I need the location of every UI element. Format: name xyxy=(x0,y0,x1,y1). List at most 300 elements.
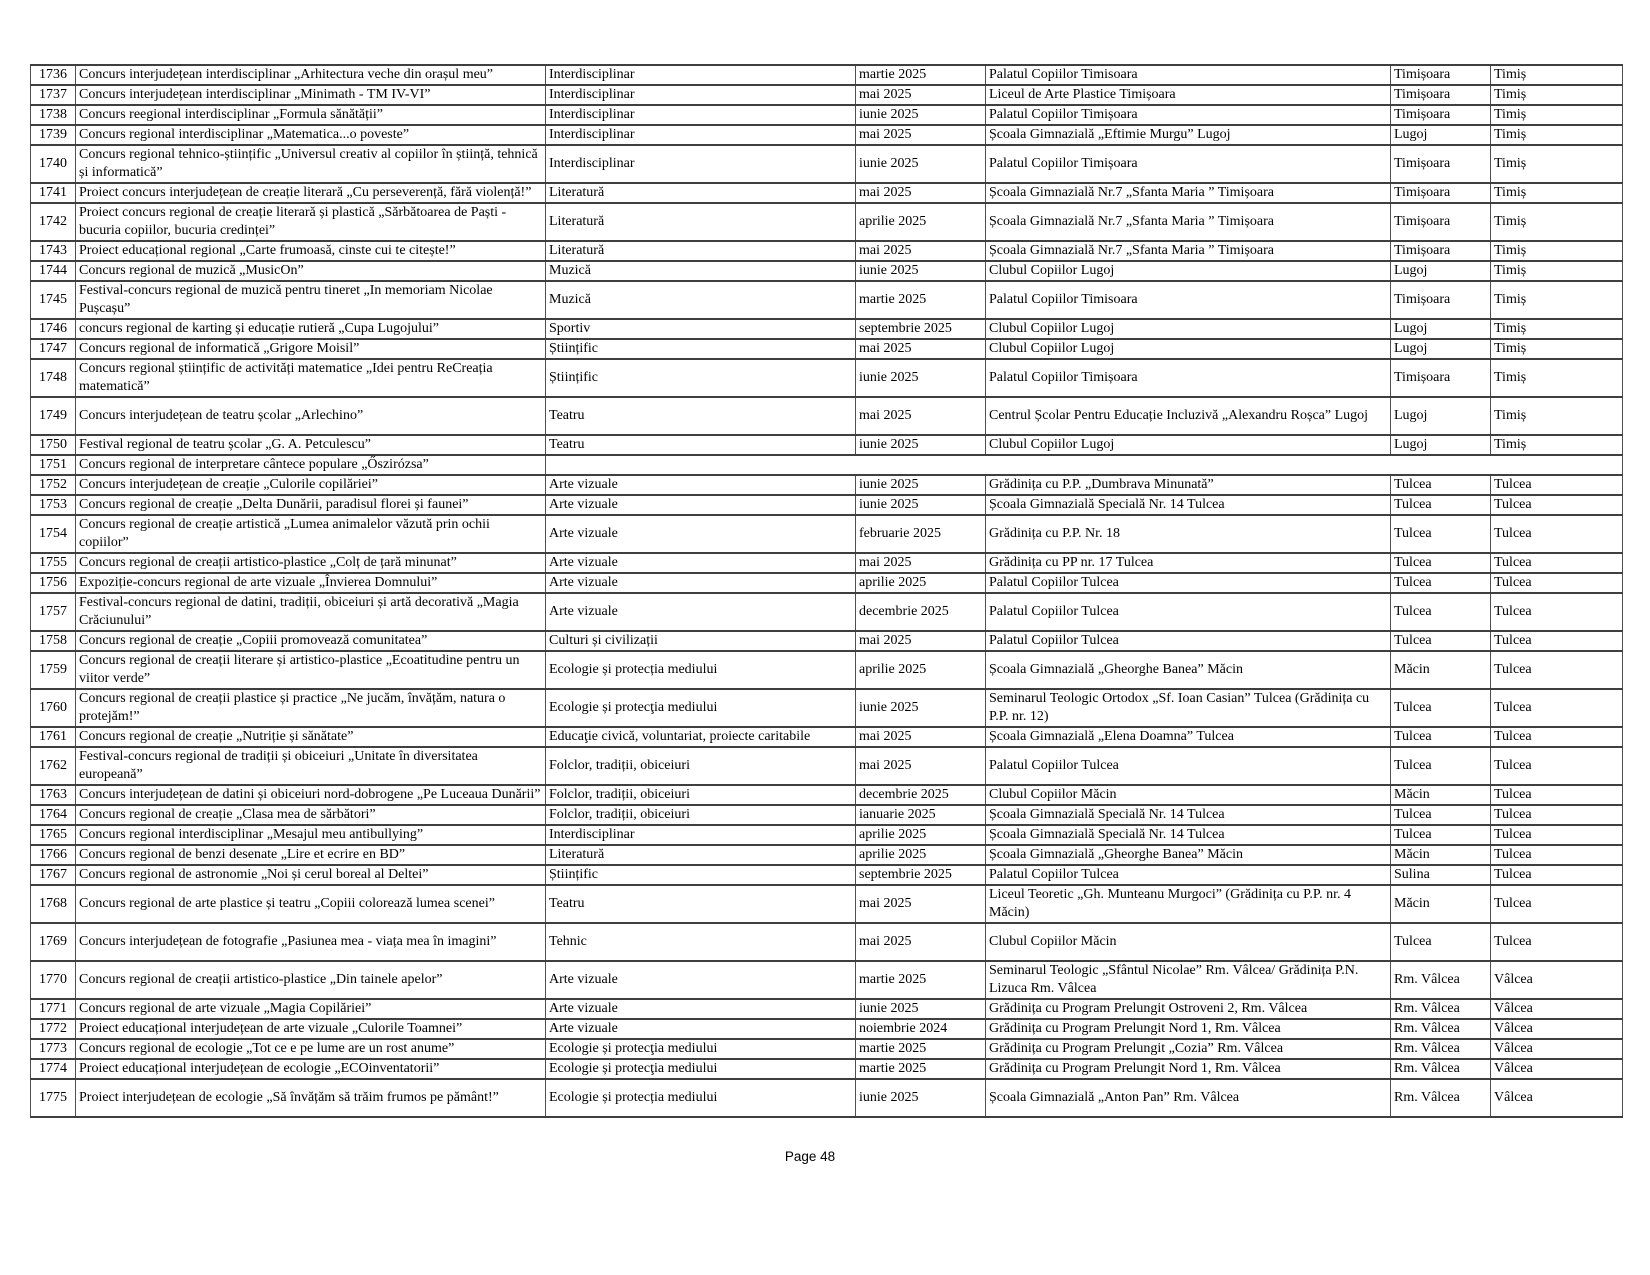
cell-county: Timiș xyxy=(1491,261,1623,281)
table-row xyxy=(31,339,1623,359)
cell-date: martie 2025 xyxy=(856,1039,986,1059)
cell-organizer: Școala Gimnazială „Eftimie Murgu” Lugoj xyxy=(986,125,1391,145)
cell-city: Timișoara xyxy=(1391,359,1491,397)
cell-category: Culturi și civilizații xyxy=(546,631,856,651)
cell-date: iunie 2025 xyxy=(856,1079,986,1117)
cell-organizer: Grădinița cu PP nr. 17 Tulcea xyxy=(986,553,1391,573)
cell-city: Măcin xyxy=(1391,785,1491,805)
cell-city: Tulcea xyxy=(1391,825,1491,845)
table-row xyxy=(31,475,1623,495)
cell-name: Concurs regional de benzi desenate „Lire et ecrire en BD” xyxy=(76,845,546,865)
cell-id: 1743 xyxy=(31,241,76,261)
cell-city: Timișoara xyxy=(1391,145,1491,183)
cell-county: Vâlcea xyxy=(1491,1059,1623,1079)
cell-category: Arte vizuale xyxy=(546,961,856,999)
cell-name: Concurs regional interdisciplinar „Mesajul meu antibullying” xyxy=(76,825,546,845)
cell-name: Concurs regional de creație „Clasa mea de sărbători” xyxy=(76,805,546,825)
cell-organizer: Liceul de Arte Plastice Timișoara xyxy=(986,85,1391,105)
cell-name: Concurs interjudețean de datini și obiceiuri nord-dobrogene „Pe Luceaua Dunării” xyxy=(76,785,546,805)
cell-name: Concurs regional de informatică „Grigore Moisil” xyxy=(76,339,546,359)
cell-category: Ecologie și protecţia mediului xyxy=(546,1039,856,1059)
cell-county: Tulcea xyxy=(1491,747,1623,785)
cell-id: 1739 xyxy=(31,125,76,145)
cell-date: mai 2025 xyxy=(856,553,986,573)
table-row xyxy=(31,553,1623,573)
cell-date: mai 2025 xyxy=(856,885,986,923)
cell-category: Ecologie și protecția mediului xyxy=(546,1079,856,1117)
table-body xyxy=(31,65,1623,1117)
cell-id: 1763 xyxy=(31,785,76,805)
cell-name: Proiect concurs regional de creație literară și plastică „Sărbătoarea de Paști - bucuria copiilor, bucuria credinței” xyxy=(76,203,546,241)
cell-date: ianuarie 2025 xyxy=(856,805,986,825)
cell-organizer: Clubul Copiilor Măcin xyxy=(986,785,1391,805)
cell-date: aprilie 2025 xyxy=(856,651,986,689)
cell-organizer: Școala Gimnazială „Gheorghe Banea” Măcin xyxy=(986,845,1391,865)
cell-id: 1757 xyxy=(31,593,76,631)
cell-name: Concurs interjudețean interdisciplinar „Minimath - TM IV-VI” xyxy=(76,85,546,105)
cell-county: Timiș xyxy=(1491,105,1623,125)
cell-name: Concurs interjudețean de fotografie „Pasiunea mea - viața mea în imagini” xyxy=(76,923,546,961)
cell-name: Festival regional de teatru școlar „G. A. Petculescu” xyxy=(76,435,546,455)
cell-county: Timiș xyxy=(1491,397,1623,435)
cell-organizer: Palatul Copiilor Tulcea xyxy=(986,593,1391,631)
cell-city: Tulcea xyxy=(1391,631,1491,651)
cell-date: mai 2025 xyxy=(856,241,986,261)
table-row xyxy=(31,397,1623,435)
cell-city: Sulina xyxy=(1391,865,1491,885)
cell-city: Rm. Vâlcea xyxy=(1391,1039,1491,1059)
cell-organizer: Clubul Copiilor Lugoj xyxy=(986,261,1391,281)
table-row xyxy=(31,1059,1623,1079)
cell-id: 1768 xyxy=(31,885,76,923)
cell-county: Vâlcea xyxy=(1491,961,1623,999)
cell-category: Ecologie și protecţia mediului xyxy=(546,689,856,727)
cell-city: Rm. Vâlcea xyxy=(1391,1019,1491,1039)
cell-date: martie 2025 xyxy=(856,1059,986,1079)
cell-county: Tulcea xyxy=(1491,845,1623,865)
cell-id: 1746 xyxy=(31,319,76,339)
cell-date: noiembrie 2024 xyxy=(856,1019,986,1039)
cell-city: Rm. Vâlcea xyxy=(1391,1059,1491,1079)
cell-city: Tulcea xyxy=(1391,747,1491,785)
cell-city: Lugoj xyxy=(1391,339,1491,359)
cell-county: Timiș xyxy=(1491,125,1623,145)
cell-category: Folclor, tradiții, obiceiuri xyxy=(546,785,856,805)
cell-organizer: Liceul Teoretic „Gh. Munteanu Murgoci” (Grădinița cu P.P. nr. 4 Măcin) xyxy=(986,885,1391,923)
cell-county: Tulcea xyxy=(1491,515,1623,553)
table-row xyxy=(31,515,1623,553)
table-row xyxy=(31,183,1623,203)
cell-category: Arte vizuale xyxy=(546,495,856,515)
cell-name: Concurs regional interdisciplinar „Matematica...o poveste” xyxy=(76,125,546,145)
table-row xyxy=(31,865,1623,885)
cell-organizer: Grădinița cu Program Prelungit Ostroveni 2, Rm. Vâlcea xyxy=(986,999,1391,1019)
cell-id: 1747 xyxy=(31,339,76,359)
cell-id: 1771 xyxy=(31,999,76,1019)
cell-organizer: Grădinița cu Program Prelungit „Cozia” Rm. Vâlcea xyxy=(986,1039,1391,1059)
cell-city: Rm. Vâlcea xyxy=(1391,999,1491,1019)
cell-id: 1764 xyxy=(31,805,76,825)
cell-county: Tulcea xyxy=(1491,689,1623,727)
cell-county: Timiș xyxy=(1491,183,1623,203)
cell-category: Științific xyxy=(546,865,856,885)
cell-category: Arte vizuale xyxy=(546,515,856,553)
cell-city: Rm. Vâlcea xyxy=(1391,961,1491,999)
cell-county: Tulcea xyxy=(1491,553,1623,573)
cell-category: Arte vizuale xyxy=(546,573,856,593)
cell-name: Concurs regional de muzică „MusicOn” xyxy=(76,261,546,281)
cell-county: Tulcea xyxy=(1491,573,1623,593)
cell-date: iunie 2025 xyxy=(856,261,986,281)
cell-organizer: Clubul Copiilor Lugoj xyxy=(986,319,1391,339)
cell-county: Timiș xyxy=(1491,203,1623,241)
cell-city: Timișoara xyxy=(1391,241,1491,261)
cell-category: Interdisciplinar xyxy=(546,125,856,145)
cell-county: Vâlcea xyxy=(1491,1039,1623,1059)
cell-organizer: Palatul Copiilor Timișoara xyxy=(986,145,1391,183)
cell-organizer: Clubul Copiilor Măcin xyxy=(986,923,1391,961)
cell-city: Rm. Vâlcea xyxy=(1391,1079,1491,1117)
cell-name: Concurs regional de creație „Nutriție și sănătate” xyxy=(76,727,546,747)
cell-city: Tulcea xyxy=(1391,495,1491,515)
cell-category: Sportiv xyxy=(546,319,856,339)
cell-date: februarie 2025 xyxy=(856,515,986,553)
cell-organizer: Palatul Copiilor Timisoara xyxy=(986,65,1391,85)
cell-city: Măcin xyxy=(1391,651,1491,689)
cell-id: 1767 xyxy=(31,865,76,885)
cell-category: Interdisciplinar xyxy=(546,105,856,125)
cell-city: Măcin xyxy=(1391,885,1491,923)
cell-organizer: Palatul Copiilor Timisoara xyxy=(986,281,1391,319)
cell-id: 1750 xyxy=(31,435,76,455)
table-row xyxy=(31,785,1623,805)
cell-id: 1761 xyxy=(31,727,76,747)
cell-id: 1753 xyxy=(31,495,76,515)
cell-name: Concurs regional de creații artistico-plastice „Din tainele apelor” xyxy=(76,961,546,999)
cell-id: 1773 xyxy=(31,1039,76,1059)
cell-name: Festival-concurs regional de tradiții și obiceiuri „Unitate în diversitatea europeană” xyxy=(76,747,546,785)
cell-city: Timișoara xyxy=(1391,203,1491,241)
cell-id: 1762 xyxy=(31,747,76,785)
table-row xyxy=(31,1019,1623,1039)
cell-county: Tulcea xyxy=(1491,593,1623,631)
cell-city: Tulcea xyxy=(1391,515,1491,553)
cell-county: Tulcea xyxy=(1491,825,1623,845)
document-page xyxy=(30,64,1622,1118)
table-row xyxy=(31,923,1623,961)
cell-category: Folclor, tradiții, obiceiuri xyxy=(546,747,856,785)
cell-county: Timiș xyxy=(1491,65,1623,85)
cell-category: Teatru xyxy=(546,885,856,923)
cell-city: Tulcea xyxy=(1391,727,1491,747)
table-row xyxy=(31,125,1623,145)
cell-county: Tulcea xyxy=(1491,475,1623,495)
table-row xyxy=(31,1079,1623,1117)
table-row xyxy=(31,999,1623,1019)
cell-id: 1760 xyxy=(31,689,76,727)
cell-name: Concurs regional de arte plastice și teatru „Copiii colorează lumea scenei” xyxy=(76,885,546,923)
cell-category: Interdisciplinar xyxy=(546,85,856,105)
cell-county: Timiș xyxy=(1491,359,1623,397)
cell-category: Arte vizuale xyxy=(546,1019,856,1039)
table-row xyxy=(31,145,1623,183)
cell-date: aprilie 2025 xyxy=(856,203,986,241)
cell-name: Proiect educațional regional „Carte frumoasă, cinste cui te citește!” xyxy=(76,241,546,261)
cell-name: Concurs regional științific de activități matematice „Idei pentru ReCreația matematică” xyxy=(76,359,546,397)
cell-category: Literatură xyxy=(546,203,856,241)
cell-category: Ecologie și protecția mediului xyxy=(546,651,856,689)
cell-category: Științific xyxy=(546,359,856,397)
table-row xyxy=(31,593,1623,631)
table-row xyxy=(31,455,1623,475)
cell-name: Proiect interjudețean de ecologie „Să învățăm să trăim frumos pe pământ!” xyxy=(76,1079,546,1117)
cell-county: Timiș xyxy=(1491,85,1623,105)
cell-name: Concurs regional de ecologie „Tot ce e pe lume are un rost anume” xyxy=(76,1039,546,1059)
cell-county: Tulcea xyxy=(1491,923,1623,961)
cell-name: concurs regional de karting și educație rutieră „Cupa Lugojului” xyxy=(76,319,546,339)
table-row xyxy=(31,1039,1623,1059)
cell-city: Tulcea xyxy=(1391,475,1491,495)
cell-city: Lugoj xyxy=(1391,125,1491,145)
cell-county: Tulcea xyxy=(1491,495,1623,515)
table-row xyxy=(31,435,1623,455)
cell-category: Muzică xyxy=(546,261,856,281)
cell-date: mai 2025 xyxy=(856,631,986,651)
cell-id: 1749 xyxy=(31,397,76,435)
cell-name: Proiect educațional interjudețean de ecologie „ECOinventatorii” xyxy=(76,1059,546,1079)
cell-city: Tulcea xyxy=(1391,689,1491,727)
cell-date: aprilie 2025 xyxy=(856,825,986,845)
cell-category: Tehnic xyxy=(546,923,856,961)
cell-id: 1738 xyxy=(31,105,76,125)
cell-city: Tulcea xyxy=(1391,573,1491,593)
cell-city: Timișoara xyxy=(1391,183,1491,203)
cell-name: Concurs regional de creații literare și artistico-plastice „Ecoatitudine pentru un viitor verde” xyxy=(76,651,546,689)
cell-organizer: Școala Gimnazială „Gheorghe Banea” Măcin xyxy=(986,651,1391,689)
table-row xyxy=(31,105,1623,125)
cell-category: Interdisciplinar xyxy=(546,825,856,845)
table-row xyxy=(31,319,1623,339)
table-row xyxy=(31,825,1623,845)
cell-empty xyxy=(546,455,1623,475)
table-row xyxy=(31,359,1623,397)
cell-city: Lugoj xyxy=(1391,261,1491,281)
cell-id: 1737 xyxy=(31,85,76,105)
cell-date: mai 2025 xyxy=(856,339,986,359)
cell-category: Arte vizuale xyxy=(546,553,856,573)
cell-date: mai 2025 xyxy=(856,923,986,961)
cell-name: Proiect concurs interjudețean de creație literară „Cu perseverență, fără violență!” xyxy=(76,183,546,203)
cell-id: 1774 xyxy=(31,1059,76,1079)
cell-county: Tulcea xyxy=(1491,631,1623,651)
cell-id: 1772 xyxy=(31,1019,76,1039)
cell-date: decembrie 2025 xyxy=(856,593,986,631)
cell-id: 1744 xyxy=(31,261,76,281)
table-row xyxy=(31,495,1623,515)
cell-name: Concurs interjudețean de creație „Culorile copilăriei” xyxy=(76,475,546,495)
cell-category: Literatură xyxy=(546,241,856,261)
cell-date: mai 2025 xyxy=(856,397,986,435)
cell-county: Timiș xyxy=(1491,319,1623,339)
table-row xyxy=(31,85,1623,105)
cell-organizer: Grădinița cu P.P. Nr. 18 xyxy=(986,515,1391,553)
cell-category: Arte vizuale xyxy=(546,593,856,631)
table-row xyxy=(31,845,1623,865)
table-row xyxy=(31,727,1623,747)
table-row xyxy=(31,651,1623,689)
cell-id: 1751 xyxy=(31,455,76,475)
table-row xyxy=(31,281,1623,319)
cell-organizer: Școala Gimnazială „Elena Doamna” Tulcea xyxy=(986,727,1391,747)
cell-city: Tulcea xyxy=(1391,805,1491,825)
cell-category: Folclor, tradiții, obiceiuri xyxy=(546,805,856,825)
cell-county: Timiș xyxy=(1491,145,1623,183)
cell-date: septembrie 2025 xyxy=(856,865,986,885)
cell-county: Tulcea xyxy=(1491,885,1623,923)
cell-name: Concurs regional tehnico-științific „Universul creativ al copiilor în știință, tehnică și informatică” xyxy=(76,145,546,183)
cell-id: 1752 xyxy=(31,475,76,495)
cell-city: Tulcea xyxy=(1391,923,1491,961)
cell-id: 1748 xyxy=(31,359,76,397)
cell-category: Științific xyxy=(546,339,856,359)
cell-name: Concurs interjudețean de teatru școlar „Arlechino” xyxy=(76,397,546,435)
cell-organizer: Școala Gimnazială Nr.7 „Sfanta Maria ” Timișoara xyxy=(986,241,1391,261)
cell-date: iunie 2025 xyxy=(856,475,986,495)
cell-date: mai 2025 xyxy=(856,727,986,747)
cell-date: martie 2025 xyxy=(856,65,986,85)
cell-id: 1745 xyxy=(31,281,76,319)
cell-city: Lugoj xyxy=(1391,435,1491,455)
cell-date: martie 2025 xyxy=(856,961,986,999)
cell-name: Concurs regional de creație artistică „Lumea animalelor văzută prin ochii copiilor” xyxy=(76,515,546,553)
table-row xyxy=(31,241,1623,261)
cell-name: Concurs regional de interpretare cântece populare „Őszirózsa” xyxy=(76,455,546,475)
cell-date: septembrie 2025 xyxy=(856,319,986,339)
cell-organizer: Grădinița cu P.P. „Dumbrava Minunată” xyxy=(986,475,1391,495)
cell-city: Lugoj xyxy=(1391,397,1491,435)
cell-organizer: Seminarul Teologic „Sfântul Nicolae” Rm. Vâlcea/ Grădinița P.N. Lizuca Rm. Vâlcea xyxy=(986,961,1391,999)
cell-organizer: Școala Gimnazială Nr.7 „Sfanta Maria ” Timișoara xyxy=(986,183,1391,203)
cell-date: martie 2025 xyxy=(856,281,986,319)
cell-date: iunie 2025 xyxy=(856,359,986,397)
cell-city: Timișoara xyxy=(1391,281,1491,319)
cell-organizer: Palatul Copiilor Tulcea xyxy=(986,865,1391,885)
table-row xyxy=(31,805,1623,825)
table-row xyxy=(31,573,1623,593)
cell-county: Timiș xyxy=(1491,241,1623,261)
cell-category: Educaţie civică, voluntariat, proiecte caritabile xyxy=(546,727,856,747)
cell-organizer: Palatul Copiilor Timișoara xyxy=(986,359,1391,397)
cell-id: 1775 xyxy=(31,1079,76,1117)
cell-category: Literatură xyxy=(546,845,856,865)
cell-category: Interdisciplinar xyxy=(546,65,856,85)
cell-name: Concurs regional de arte vizuale „Magia Copilăriei” xyxy=(76,999,546,1019)
cell-name: Concurs interjudețean interdisciplinar „Arhitectura veche din orașul meu” xyxy=(76,65,546,85)
cell-id: 1759 xyxy=(31,651,76,689)
cell-organizer: Clubul Copiilor Lugoj xyxy=(986,435,1391,455)
cell-county: Vâlcea xyxy=(1491,999,1623,1019)
table-row xyxy=(31,203,1623,241)
cell-id: 1766 xyxy=(31,845,76,865)
cell-city: Tulcea xyxy=(1391,593,1491,631)
cell-category: Muzică xyxy=(546,281,856,319)
table-row xyxy=(31,261,1623,281)
cell-date: decembrie 2025 xyxy=(856,785,986,805)
cell-id: 1754 xyxy=(31,515,76,553)
cell-organizer: Grădinița cu Program Prelungit Nord 1, Rm. Vâlcea xyxy=(986,1019,1391,1039)
cell-organizer: Palatul Copiilor Tulcea xyxy=(986,573,1391,593)
cell-date: iunie 2025 xyxy=(856,435,986,455)
cell-name: Concurs regional de astronomie „Noi și cerul boreal al Deltei” xyxy=(76,865,546,885)
cell-organizer: Seminarul Teologic Ortodox „Sf. Ioan Casian” Tulcea (Grădinița cu P.P. nr. 12) xyxy=(986,689,1391,727)
cell-date: iunie 2025 xyxy=(856,495,986,515)
cell-city: Tulcea xyxy=(1391,553,1491,573)
cell-name: Concurs regional de creații plastice și practice „Ne jucăm, învățăm, natura o protejăm!” xyxy=(76,689,546,727)
cell-county: Vâlcea xyxy=(1491,1019,1623,1039)
table-row xyxy=(31,961,1623,999)
cell-name: Expoziție-concurs regional de arte vizuale „Învierea Domnului” xyxy=(76,573,546,593)
cell-county: Tulcea xyxy=(1491,727,1623,747)
cell-category: Teatru xyxy=(546,435,856,455)
cell-name: Concurs reegional interdisciplinar „Formula sănătății” xyxy=(76,105,546,125)
cell-organizer: Palatul Copiilor Tulcea xyxy=(986,631,1391,651)
cell-county: Vâlcea xyxy=(1491,1079,1623,1117)
cell-name: Concurs regional de creație „Copiii promovează comunitatea” xyxy=(76,631,546,651)
cell-category: Ecologie și protecţia mediului xyxy=(546,1059,856,1079)
cell-date: iunie 2025 xyxy=(856,145,986,183)
table-row xyxy=(31,65,1623,85)
cell-date: iunie 2025 xyxy=(856,105,986,125)
cell-county: Timiș xyxy=(1491,281,1623,319)
cell-date: aprilie 2025 xyxy=(856,845,986,865)
cell-id: 1770 xyxy=(31,961,76,999)
cell-county: Tulcea xyxy=(1491,785,1623,805)
cell-id: 1765 xyxy=(31,825,76,845)
cell-category: Arte vizuale xyxy=(546,999,856,1019)
table-row xyxy=(31,747,1623,785)
cell-city: Timișoara xyxy=(1391,85,1491,105)
cell-date: mai 2025 xyxy=(856,183,986,203)
cell-name: Concurs regional de creație „Delta Dunării, paradisul florei și faunei” xyxy=(76,495,546,515)
cell-id: 1756 xyxy=(31,573,76,593)
cell-organizer: Școala Gimnazială „Anton Pan” Rm. Vâlcea xyxy=(986,1079,1391,1117)
table-row xyxy=(31,885,1623,923)
cell-organizer: Școala Gimnazială Nr.7 „Sfanta Maria ” Timișoara xyxy=(986,203,1391,241)
competitions-table xyxy=(30,64,1623,1118)
cell-date: iunie 2025 xyxy=(856,999,986,1019)
cell-date: mai 2025 xyxy=(856,125,986,145)
cell-category: Teatru xyxy=(546,397,856,435)
cell-name: Concurs regional de creații artistico-plastice „Colț de țară minunat” xyxy=(76,553,546,573)
cell-date: iunie 2025 xyxy=(856,689,986,727)
cell-city: Lugoj xyxy=(1391,319,1491,339)
cell-organizer: Centrul Școlar Pentru Educație Incluzivă „Alexandru Roșca” Lugoj xyxy=(986,397,1391,435)
cell-organizer: Grădinița cu Program Prelungit Nord 1, Rm. Vâlcea xyxy=(986,1059,1391,1079)
cell-county: Tulcea xyxy=(1491,865,1623,885)
cell-county: Tulcea xyxy=(1491,805,1623,825)
cell-name: Proiect educațional interjudețean de arte vizuale „Culorile Toamnei” xyxy=(76,1019,546,1039)
cell-county: Tulcea xyxy=(1491,651,1623,689)
cell-organizer: Clubul Copiilor Lugoj xyxy=(986,339,1391,359)
cell-city: Timișoara xyxy=(1391,105,1491,125)
cell-id: 1758 xyxy=(31,631,76,651)
cell-city: Timișoara xyxy=(1391,65,1491,85)
page-number: Page 48 xyxy=(784,1149,836,1164)
cell-id: 1740 xyxy=(31,145,76,183)
cell-organizer: Școala Gimnazială Specială Nr. 14 Tulcea xyxy=(986,825,1391,845)
cell-organizer: Palatul Copiilor Tulcea xyxy=(986,747,1391,785)
cell-id: 1769 xyxy=(31,923,76,961)
